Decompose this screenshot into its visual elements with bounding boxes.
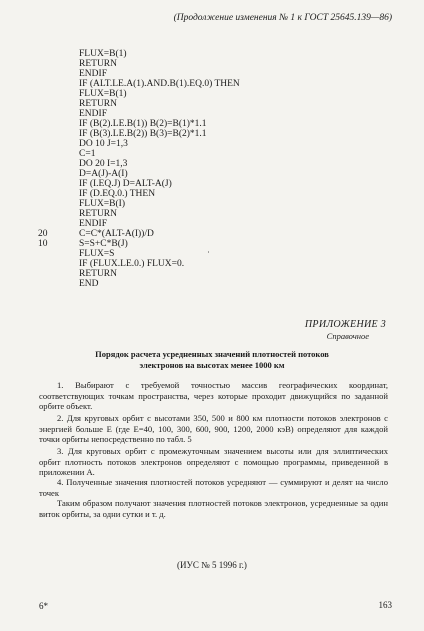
code-text: C=C*(ALT-A(I))/D: [79, 229, 154, 239]
code-text: IF (B(3).LE.B(2)) B(3)=B(2)*1.1: [79, 129, 207, 139]
code-text: FLUX=S: [79, 249, 115, 259]
code-text: ENDIF: [79, 219, 107, 229]
code-line: [0, 249, 424, 259]
code-line: [0, 269, 424, 279]
code-text: IF (I.EQ.J) D=ALT-A(J): [79, 179, 172, 189]
line-label: 10: [38, 239, 48, 249]
code-line: [0, 129, 424, 139]
code-text: D=A(J)-A(I): [79, 169, 128, 179]
code-line: [0, 179, 424, 189]
code-line: [0, 69, 424, 79]
appendix-title: ПРИЛОЖЕНИЕ 3: [304, 319, 386, 330]
paragraph: Таким образом получают значения плотностей потоков электронов, усредненные за один виток орбиты, за одни сутки и т. д.: [39, 498, 388, 519]
code-text: IF (D.EQ.0.) THEN: [79, 189, 156, 199]
code-text: FLUX=B(I): [79, 199, 125, 209]
paragraph: 1. Выбирают с требуемой точностью массив географических координат, соответствующих точкам пространства, через которые проходит движущийся по заданной орбите объект.: [39, 380, 388, 412]
code-line: [0, 169, 424, 179]
code-line: [0, 219, 424, 229]
code-line: [0, 159, 424, 169]
footer-signature-mark: 6*: [39, 601, 48, 611]
code-line: [0, 209, 424, 219]
code-line: [0, 79, 424, 89]
code-line: [0, 99, 424, 109]
code-text: DO 20 I=1,3: [79, 159, 128, 169]
code-text: RETURN: [79, 209, 117, 219]
code-line: [0, 109, 424, 119]
code-line: [0, 279, 424, 289]
code-text: S=S+C*B(J): [79, 239, 128, 249]
appendix-subtitle: Справочное: [326, 331, 369, 341]
code-text: RETURN: [79, 59, 117, 69]
ius-reference: (ИУС № 5 1996 г.): [177, 560, 247, 570]
code-text: DO 10 J=1,3: [79, 139, 128, 149]
code-line: [0, 149, 424, 159]
paragraph: 4. Полученные значения плотностей потоков усредняют — суммируют и делят на число точек: [39, 477, 388, 498]
code-listing: [0, 49, 424, 289]
code-text: RETURN: [79, 269, 117, 279]
section-title-line: электронов на высотах менее 1000 км: [139, 360, 285, 370]
code-text: C=1: [79, 149, 96, 159]
stray-mark: ʾ: [207, 250, 210, 260]
code-line: [0, 59, 424, 69]
line-label: 20: [38, 229, 48, 239]
page-header: (Продолжение изменения № 1 к ГОСТ 25645.139—86): [173, 13, 392, 23]
paragraph: 2. Для круговых орбит с высотами 350, 500 и 800 км плотности потоков электронов с энергией больше E (где E=40, 100, 300, 600, 900, 1200, 2000 кэВ) определяют для каждой точки орбиты непосредственно по табл. 5: [39, 413, 388, 445]
code-line: [0, 259, 424, 269]
code-text: IF (FLUX.LE.0.) FLUX=0.: [79, 259, 185, 269]
code-text: IF (B(2).LE.B(1)) B(2)=B(1)*1.1: [79, 119, 207, 129]
section-title-line: Порядок расчета усредненных значений плотностей потоков: [95, 349, 329, 359]
code-line: [0, 49, 424, 59]
paragraph: 3. Для круговых орбит с промежуточным значением высоты или для эллиптических орбит плотность потоков электронов определяют с помощью программы, приведенной в приложении А.: [39, 446, 388, 478]
page-number: 163: [378, 600, 392, 610]
code-text: ENDIF: [79, 109, 107, 119]
section-title: [0, 349, 424, 371]
code-line: [0, 189, 424, 199]
code-text: FLUX=B(1): [79, 49, 127, 59]
code-line: [0, 229, 424, 239]
code-text: FLUX=B(1): [79, 89, 127, 99]
code-text: END: [79, 279, 99, 289]
code-text: ENDIF: [79, 69, 107, 79]
code-text: RETURN: [79, 99, 117, 109]
code-line: [0, 119, 424, 129]
code-text: IF (ALT.LE.A(1).AND.B(1).EQ.0) THEN: [79, 79, 240, 89]
code-line: [0, 139, 424, 149]
code-line: [0, 199, 424, 209]
code-line: [0, 239, 424, 249]
code-line: [0, 89, 424, 99]
